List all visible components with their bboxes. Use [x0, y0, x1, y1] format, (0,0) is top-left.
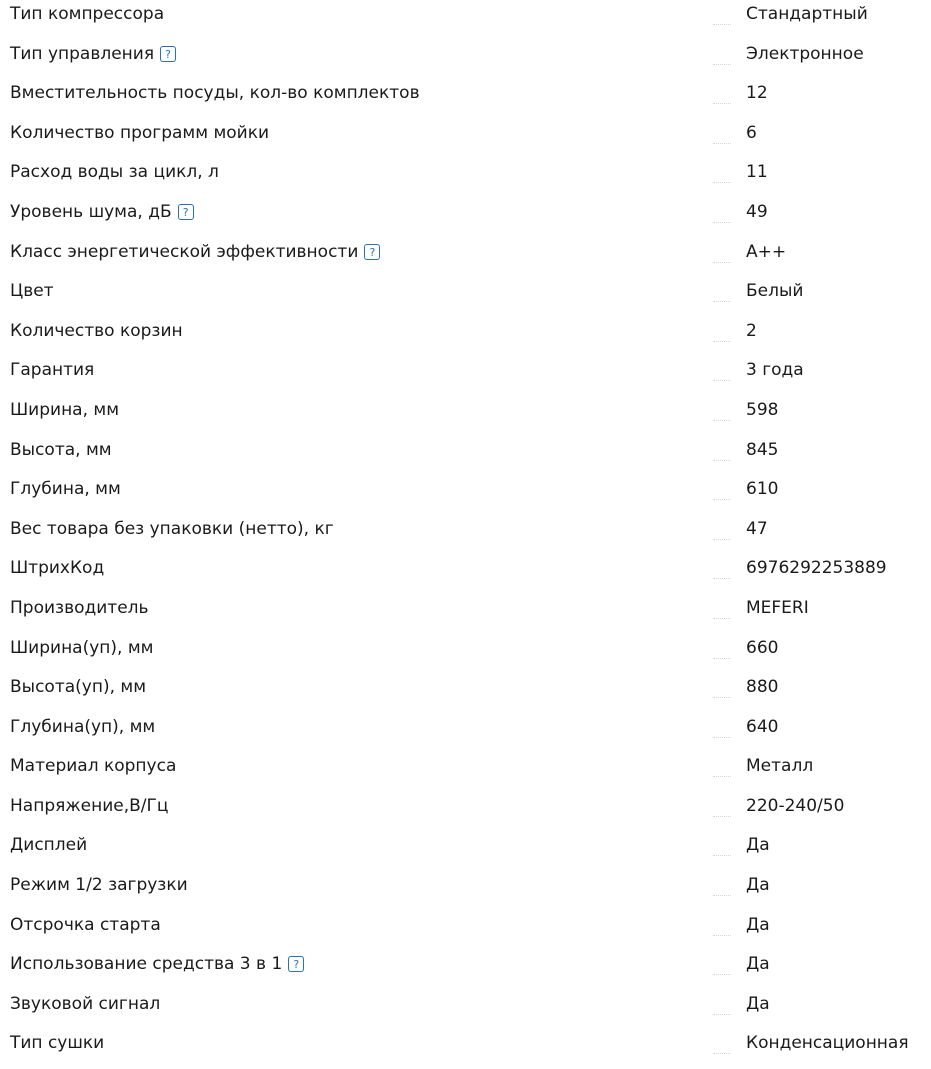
help-icon[interactable]: ?	[364, 244, 380, 260]
spec-name	[10, 356, 94, 384]
spec-name	[10, 713, 155, 741]
leader-dots	[713, 460, 731, 461]
spec-value: 845	[746, 439, 779, 460]
spec-name-label: Количество корзин	[10, 320, 183, 341]
spec-value: 11	[746, 162, 768, 183]
spec-name	[10, 317, 183, 345]
leader-dots	[713, 24, 731, 25]
spec-value: Да	[746, 835, 770, 856]
spec-value: Да	[746, 875, 770, 896]
leader-dots	[713, 499, 731, 500]
spec-row	[0, 831, 931, 871]
spec-name	[10, 158, 219, 186]
leader-dots	[713, 380, 731, 381]
spec-row	[0, 277, 931, 317]
spec-row	[0, 713, 931, 753]
spec-name-label: Вместительность посуды, кол-во комплектов	[10, 83, 420, 104]
leader-dots	[713, 618, 731, 619]
spec-row	[0, 475, 931, 515]
spec-value: 640	[746, 716, 779, 737]
leader-dots	[713, 578, 731, 579]
spec-value: 12	[746, 83, 768, 104]
spec-name-label: Глубина(уп), мм	[10, 716, 156, 737]
leader-dots	[713, 143, 731, 144]
spec-value: Металл	[746, 756, 814, 777]
spec-name	[10, 1029, 104, 1057]
spec-name-label: Напряжение,В/Гц	[10, 795, 169, 816]
leader-dots	[713, 974, 731, 975]
spec-name	[10, 119, 269, 147]
help-icon[interactable]: ?	[288, 956, 304, 972]
spec-value: 3 года	[746, 360, 804, 381]
spec-value: 49	[746, 201, 768, 222]
spec-value: A++	[746, 241, 787, 262]
spec-name	[10, 238, 380, 266]
spec-name	[10, 79, 420, 107]
spec-value: Белый	[746, 281, 804, 302]
leader-dots	[713, 1053, 731, 1054]
spec-name-label: Режим 1/2 загрузки	[10, 875, 188, 896]
spec-name	[10, 990, 160, 1018]
spec-row	[0, 158, 931, 198]
spec-row	[0, 356, 931, 396]
spec-name-label: Отсрочка старта	[10, 914, 161, 935]
spec-row	[0, 911, 931, 951]
spec-name	[10, 752, 176, 780]
spec-name	[10, 554, 104, 582]
spec-name-label: Гарантия	[10, 360, 95, 381]
spec-value: 2	[746, 320, 757, 341]
spec-value: Электронное	[746, 43, 864, 64]
spec-row	[0, 634, 931, 674]
spec-row	[0, 436, 931, 476]
spec-value: MEFERI	[746, 597, 809, 618]
spec-value: Да	[746, 993, 770, 1014]
spec-name	[10, 436, 112, 464]
spec-name-label: Тип компрессора	[10, 4, 165, 24]
spec-row	[0, 594, 931, 634]
spec-name	[10, 634, 154, 662]
leader-dots	[713, 935, 731, 936]
spec-row	[0, 317, 931, 357]
spec-value: Да	[746, 914, 770, 935]
spec-name	[10, 871, 188, 899]
spec-name-label: Количество программ мойки	[10, 122, 270, 143]
spec-name	[10, 950, 304, 978]
spec-name	[10, 475, 121, 503]
spec-name-label: Уровень шума, дБ	[10, 201, 172, 222]
leader-dots	[713, 182, 731, 183]
leader-dots	[713, 776, 731, 777]
spec-name	[10, 831, 87, 859]
spec-name-label: Высота(уп), мм	[10, 677, 147, 698]
leader-dots	[713, 658, 731, 659]
leader-dots	[713, 895, 731, 896]
spec-name-label: Ширина(уп), мм	[10, 637, 154, 658]
spec-name	[10, 277, 54, 305]
spec-value: 660	[746, 637, 779, 658]
spec-value: Конденсационная	[746, 1033, 909, 1054]
spec-value: 880	[746, 677, 779, 698]
spec-value: 47	[746, 518, 768, 539]
spec-name-label: Цвет	[10, 281, 54, 302]
leader-dots	[713, 737, 731, 738]
spec-row	[0, 554, 931, 594]
spec-row	[0, 950, 931, 990]
spec-name	[10, 911, 161, 939]
spec-name	[10, 673, 146, 701]
spec-name-label: Ширина, мм	[10, 399, 120, 420]
spec-name-label: Высота, мм	[10, 439, 112, 460]
leader-dots	[713, 816, 731, 817]
spec-row	[0, 396, 931, 436]
leader-dots	[713, 855, 731, 856]
spec-name	[10, 40, 176, 68]
spec-name-label: Класс энергетической эффективности	[10, 241, 359, 262]
spec-name-label: Производитель	[10, 597, 149, 618]
help-icon[interactable]: ?	[178, 204, 194, 220]
spec-name	[10, 0, 164, 28]
spec-name-label: Тип управления	[10, 43, 155, 64]
leader-dots	[713, 539, 731, 540]
leader-dots	[713, 222, 731, 223]
spec-name-label: Вес товара без упаковки (нетто), кг	[10, 518, 334, 539]
leader-dots	[713, 262, 731, 263]
leader-dots	[713, 420, 731, 421]
spec-row	[0, 990, 931, 1030]
spec-row	[0, 0, 931, 40]
spec-row	[0, 515, 931, 555]
spec-row	[0, 79, 931, 119]
spec-name-label: Использование средства 3 в 1	[10, 954, 283, 975]
spec-value: 6	[746, 122, 757, 143]
leader-dots	[713, 341, 731, 342]
spec-name-label: Дисплей	[10, 835, 88, 856]
spec-row	[0, 1029, 931, 1069]
leader-dots	[713, 103, 731, 104]
spec-name-label: Звуковой сигнал	[10, 993, 161, 1014]
spec-name-label: Расход воды за цикл, л	[10, 162, 219, 183]
spec-value: Да	[746, 954, 770, 975]
spec-name-label: Тип сушки	[10, 1033, 105, 1054]
spec-name-label: ШтрихКод	[10, 558, 105, 579]
spec-row	[0, 238, 931, 278]
spec-row	[0, 752, 931, 792]
spec-name	[10, 594, 149, 622]
spec-name-label: Глубина, мм	[10, 479, 121, 500]
help-icon[interactable]: ?	[160, 46, 176, 62]
spec-value: 610	[746, 479, 779, 500]
spec-value: 6976292253889	[746, 558, 887, 579]
spec-name-label: Материал корпуса	[10, 756, 177, 777]
leader-dots	[713, 1014, 731, 1015]
spec-row	[0, 40, 931, 80]
spec-value: 598	[746, 399, 779, 420]
leader-dots	[713, 64, 731, 65]
spec-row	[0, 871, 931, 911]
spec-value: 220-240/50	[746, 795, 845, 816]
spec-name	[10, 396, 119, 424]
spec-name	[10, 515, 334, 543]
spec-row	[0, 119, 931, 159]
spec-row	[0, 673, 931, 713]
spec-name	[10, 198, 194, 226]
leader-dots	[713, 301, 731, 302]
leader-dots	[713, 697, 731, 698]
spec-value: Стандартный	[746, 4, 868, 24]
spec-row	[0, 198, 931, 238]
spec-name	[10, 792, 168, 820]
spec-row	[0, 792, 931, 832]
